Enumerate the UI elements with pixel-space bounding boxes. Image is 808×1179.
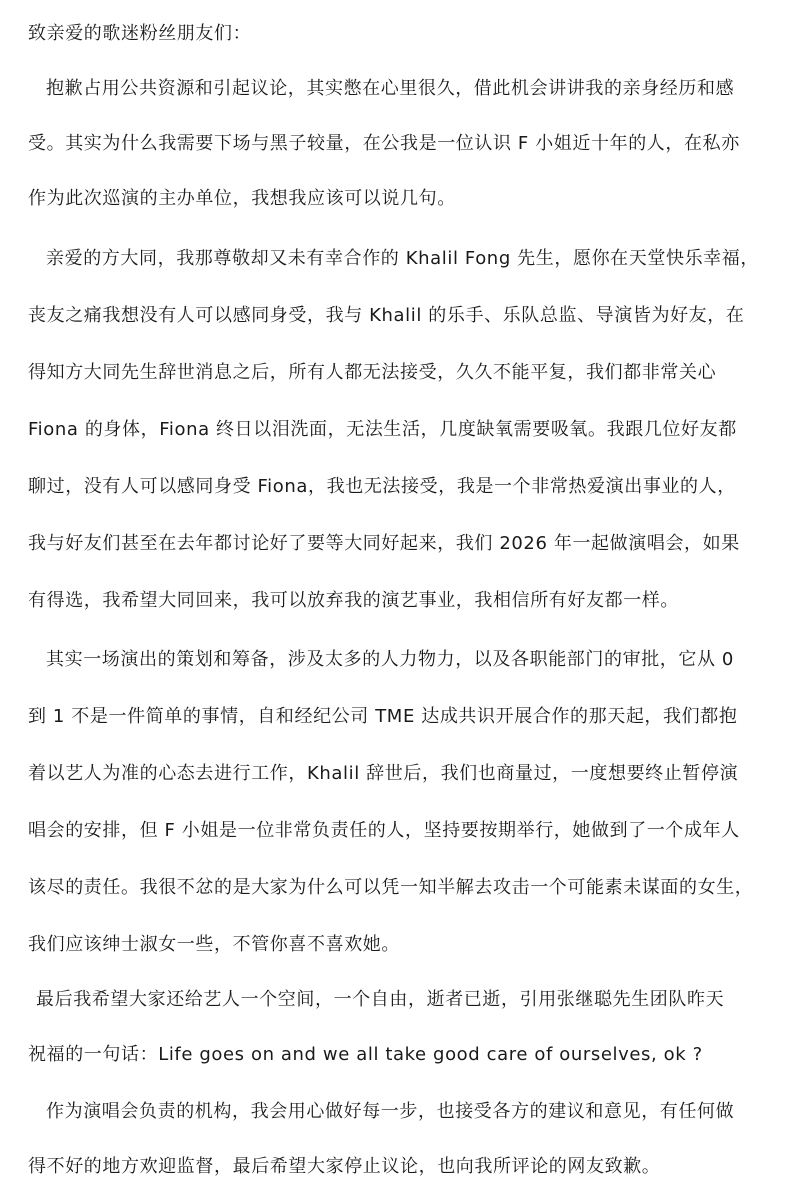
- paragraph-2-line-1: 亲爱的方大同，我那尊敬却又未有幸合作的 Khalil Fong 先生，愿你在天堂快乐幸福，: [46, 248, 759, 269]
- paragraph-2-line-2: 丧友之痛我想没有人可以感同身受，我与 Khalil 的乐手、乐队总监、导演皆为好友，在: [28, 305, 745, 326]
- paragraph-2-line-7: 有得选，我希望大同回来，我可以放弃我的演艺事业，我相信所有好友都一样。: [28, 590, 679, 611]
- paragraph-3-line-3: 着以艺人为准的心态去进行工作，Khalil 辞世后，我们也商量过，一度想要终止暂停演: [28, 763, 739, 784]
- paragraph-2-line-4: Fiona 的身体，Fiona 终日以泪洗面，无法生活，几度缺氧需要吸氧。我跟几位好友都: [28, 419, 737, 440]
- paragraph-5-line-2: 得不好的地方欢迎监督，最后希望大家停止议论，也向我所评论的网友致歉。: [28, 1156, 661, 1177]
- salutation: 致亲爱的歌迷粉丝朋友们：: [28, 23, 252, 44]
- paragraph-3-line-6: 我们应该绅士淑女一些，不管你喜不喜欢她。: [28, 934, 400, 955]
- paragraph-2-line-3: 得知方大同先生辞世消息之后，所有人都无法接受，久久不能平复，我们都非常关心: [28, 362, 717, 383]
- paragraph-3-line-1: 其实一场演出的策划和筹备，涉及太多的人力物力，以及各职能部门的审批，它从 0: [46, 649, 734, 670]
- paragraph-4-line-2: 祝福的一句话：Life goes on and we all take good care of ourselves, ok ?: [28, 1044, 703, 1065]
- paragraph-1-line-2: 受。其实为什么我需要下场与黑子较量，在公我是一位认识 F 小姐近十年的人，在私亦: [28, 133, 740, 154]
- paragraph-3-line-2: 到 1 不是一件简单的事情，自和经纪公司 TME 达成共识开展合作的那天起，我们都抱: [28, 706, 738, 727]
- paragraph-1-line-3: 作为此次巡演的主办单位，我想我应该可以说几句。: [28, 188, 456, 209]
- paragraph-5-line-1: 作为演唱会负责的机构，我会用心做好每一步，也接受各方的建议和意见，有任何做: [46, 1101, 735, 1122]
- paragraph-1-line-1: 抱歉占用公共资源和引起议论，其实憋在心里很久，借此机会讲讲我的亲身经历和感: [46, 78, 735, 99]
- paragraph-2-line-6: 我与好友们甚至在去年都讨论好了要等大同好起来，我们 2026 年一起做演唱会，如果: [28, 533, 740, 554]
- paragraph-3-line-4: 唱会的安排，但 F 小姐是一位非常负责任的人，坚持要按期举行，她做到了一个成年人: [28, 820, 740, 841]
- paragraph-4-line-1: 最后我希望大家还给艺人一个空间，一个自由，逝者已逝，引用张继聪先生团队昨天: [36, 989, 725, 1010]
- paragraph-2-line-5: 聊过，没有人可以感同身受 Fiona，我也无法接受，我是一个非常热爱演出事业的人，: [28, 476, 736, 497]
- paragraph-3-line-5: 该尽的责任。我很不忿的是大家为什么可以凭一知半解去攻击一个可能素未谋面的女生，: [28, 877, 754, 898]
